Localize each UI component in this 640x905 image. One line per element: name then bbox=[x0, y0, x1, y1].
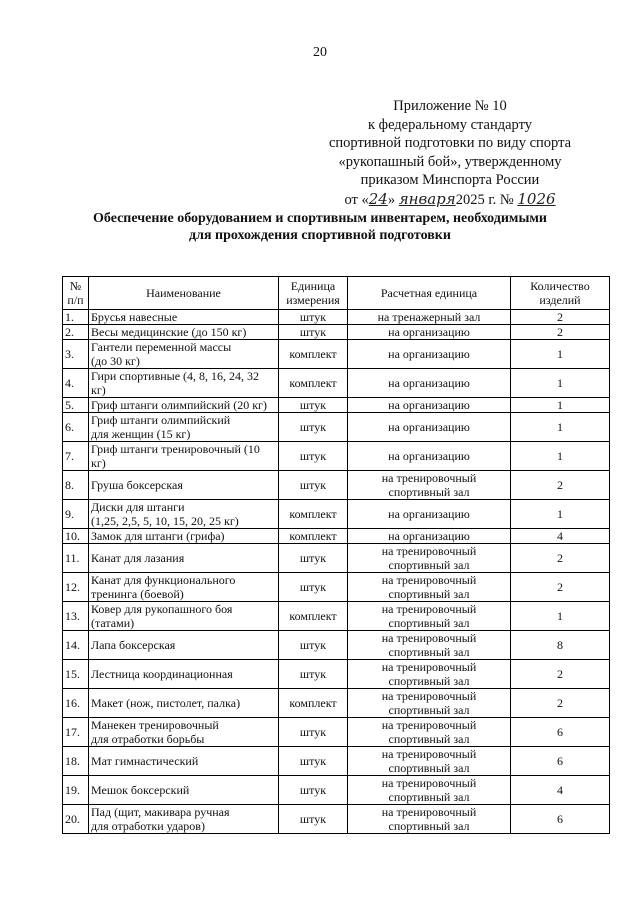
item-name-line: (до 30 кг) bbox=[91, 354, 140, 368]
row-number: 15. bbox=[63, 660, 89, 689]
item-name-line: Гири спортивные (4, 8, 16, 24, 32 кг) bbox=[91, 369, 260, 397]
item-calc-unit bbox=[348, 689, 511, 718]
item-unit: штук bbox=[279, 325, 348, 340]
header-num-line: № bbox=[69, 279, 82, 293]
item-name bbox=[89, 369, 279, 398]
item-unit: штук bbox=[279, 442, 348, 471]
item-name-line: Канат для функционального bbox=[91, 573, 236, 587]
row-number: 6. bbox=[63, 413, 89, 442]
item-calc-line: спортивный зал bbox=[388, 732, 470, 746]
item-calc-unit bbox=[348, 529, 511, 544]
row-number: 8. bbox=[63, 471, 89, 500]
item-unit: штук bbox=[279, 718, 348, 747]
item-calc-unit bbox=[348, 660, 511, 689]
item-name bbox=[89, 602, 279, 631]
appendix-line: приказом Минспорта России bbox=[360, 172, 540, 188]
item-quantity: 2 bbox=[511, 689, 610, 718]
item-name-line: Канат для лазания bbox=[91, 551, 185, 565]
item-calc-line: на тренировочный bbox=[381, 747, 477, 761]
item-name-line: для женщин (15 кг) bbox=[91, 427, 191, 441]
item-quantity: 6 bbox=[511, 747, 610, 776]
item-calc-line: на организацию bbox=[388, 449, 470, 463]
row-number: 16. bbox=[63, 689, 89, 718]
item-unit: штук bbox=[279, 310, 348, 325]
item-name bbox=[89, 747, 279, 776]
item-name-line: Замок для штанги (грифа) bbox=[91, 529, 225, 543]
item-name bbox=[89, 442, 279, 471]
item-name-line: Гантели переменной массы bbox=[91, 340, 232, 354]
row-number: 5. bbox=[63, 398, 89, 413]
item-calc-unit bbox=[348, 544, 511, 573]
item-name bbox=[89, 340, 279, 369]
header-name: Наименование bbox=[89, 277, 279, 310]
item-calc-unit bbox=[348, 573, 511, 602]
item-unit: штук bbox=[279, 471, 348, 500]
table-row bbox=[63, 413, 610, 442]
item-unit: штук bbox=[279, 631, 348, 660]
item-name bbox=[89, 529, 279, 544]
item-quantity: 1 bbox=[511, 442, 610, 471]
item-calc-unit bbox=[348, 398, 511, 413]
item-calc-unit bbox=[348, 442, 511, 471]
item-name-line: Лапа боксерская bbox=[91, 638, 176, 652]
item-calc-line: спортивный зал bbox=[388, 674, 470, 688]
row-number: 1. bbox=[63, 310, 89, 325]
item-unit: штук bbox=[279, 805, 348, 834]
appendix-date-line bbox=[300, 190, 600, 210]
table-row bbox=[63, 573, 610, 602]
header-qty bbox=[511, 277, 610, 310]
item-calc-unit bbox=[348, 718, 511, 747]
row-number: 18. bbox=[63, 747, 89, 776]
item-name-line: Весы медицинские (до 150 кг) bbox=[91, 325, 247, 339]
item-name-line: Мат гимнастический bbox=[91, 754, 199, 768]
date-prefix: от « bbox=[344, 191, 369, 208]
item-name bbox=[89, 544, 279, 573]
item-name bbox=[89, 805, 279, 834]
item-unit: комплект bbox=[279, 369, 348, 398]
item-quantity: 4 bbox=[511, 776, 610, 805]
row-number: 13. bbox=[63, 602, 89, 631]
item-calc-line: на тренировочный bbox=[381, 471, 477, 485]
appendix-line: Приложение № 10 bbox=[393, 98, 507, 114]
item-name bbox=[89, 310, 279, 325]
item-name-line: Гриф штанги тренировочный (10 кг) bbox=[91, 442, 260, 470]
item-quantity: 1 bbox=[511, 369, 610, 398]
item-calc-line: спортивный зал bbox=[388, 558, 470, 572]
item-calc-line: на тренировочный bbox=[381, 631, 477, 645]
row-number: 14. bbox=[63, 631, 89, 660]
item-calc-line: на тренировочный bbox=[381, 689, 477, 703]
appendix-line: спортивной подготовки по виду спорта bbox=[328, 135, 572, 151]
item-unit: комплект bbox=[279, 689, 348, 718]
item-name bbox=[89, 631, 279, 660]
item-quantity: 2 bbox=[511, 544, 610, 573]
item-name bbox=[89, 776, 279, 805]
item-calc-unit bbox=[348, 325, 511, 340]
row-number: 11. bbox=[63, 544, 89, 573]
item-unit: штук bbox=[279, 398, 348, 413]
row-number: 3. bbox=[63, 340, 89, 369]
table-row bbox=[63, 776, 610, 805]
table-row bbox=[63, 325, 610, 340]
item-calc-line: на тренировочный bbox=[381, 573, 477, 587]
header-unit bbox=[279, 277, 348, 310]
item-calc-unit bbox=[348, 500, 511, 529]
item-quantity: 2 bbox=[511, 471, 610, 500]
item-name bbox=[89, 413, 279, 442]
item-name bbox=[89, 471, 279, 500]
item-calc-unit bbox=[348, 602, 511, 631]
header-unit-line: измерения bbox=[286, 293, 340, 307]
item-name-line: для отработки ударов) bbox=[91, 819, 205, 833]
item-calc-unit bbox=[348, 369, 511, 398]
row-number: 20. bbox=[63, 805, 89, 834]
header-qty-line: изделий bbox=[539, 293, 581, 307]
item-calc-line: на организацию bbox=[388, 507, 470, 521]
row-number: 12. bbox=[63, 573, 89, 602]
title-line: для прохождения спортивной подготовки bbox=[189, 228, 451, 243]
item-calc-line: на тренировочный bbox=[381, 718, 477, 732]
item-unit: комплект bbox=[279, 602, 348, 631]
header-calc: Расчетная единица bbox=[348, 277, 511, 310]
row-number: 17. bbox=[63, 718, 89, 747]
item-calc-line: на организацию bbox=[388, 398, 470, 412]
item-name-line: Гриф штанги олимпийский (20 кг) bbox=[91, 398, 267, 412]
date-year: 2025 г. № bbox=[455, 191, 514, 208]
item-calc-line: спортивный зал bbox=[388, 790, 470, 804]
row-number: 19. bbox=[63, 776, 89, 805]
item-name bbox=[89, 325, 279, 340]
item-name-line: Манекен тренировочный bbox=[91, 718, 219, 732]
item-unit: штук bbox=[279, 660, 348, 689]
item-quantity: 1 bbox=[511, 602, 610, 631]
item-calc-line: на тренажерный зал bbox=[377, 310, 481, 324]
header-unit-line: Единица bbox=[290, 279, 336, 293]
item-name-line: Мешок боксерский bbox=[91, 783, 190, 797]
item-calc-line: на организацию bbox=[388, 347, 470, 361]
item-calc-unit bbox=[348, 776, 511, 805]
appendix-block bbox=[300, 97, 600, 209]
item-unit: штук bbox=[279, 573, 348, 602]
table-row bbox=[63, 500, 610, 529]
item-calc-line: спортивный зал bbox=[388, 616, 470, 630]
item-name-line: Лестница координационная bbox=[91, 667, 233, 681]
item-unit: комплект bbox=[279, 340, 348, 369]
item-name-line: Макет (нож, пистолет, палка) bbox=[91, 696, 241, 710]
item-calc-unit bbox=[348, 413, 511, 442]
item-name bbox=[89, 660, 279, 689]
item-name bbox=[89, 689, 279, 718]
item-calc-line: спортивный зал bbox=[388, 645, 470, 659]
item-calc-unit bbox=[348, 310, 511, 325]
item-name-line: Ковер для рукопашного боя (татами) bbox=[91, 602, 233, 630]
item-name-line: Пад (щит, макивара ручная bbox=[91, 805, 230, 819]
date-mid: » bbox=[387, 191, 396, 208]
item-calc-unit bbox=[348, 805, 511, 834]
header-num-line: п/п bbox=[67, 293, 84, 307]
item-quantity: 6 bbox=[511, 718, 610, 747]
item-name bbox=[89, 718, 279, 747]
item-calc-line: на тренировочный bbox=[381, 602, 477, 616]
row-number: 10. bbox=[63, 529, 89, 544]
item-calc-unit bbox=[348, 747, 511, 776]
date-month-handwritten: января bbox=[398, 189, 456, 208]
item-name bbox=[89, 398, 279, 413]
table-row bbox=[63, 340, 610, 369]
item-calc-line: спортивный зал bbox=[388, 703, 470, 717]
item-quantity: 1 bbox=[511, 340, 610, 369]
document-title bbox=[60, 210, 580, 244]
item-calc-line: на тренировочный bbox=[381, 805, 477, 819]
item-quantity: 6 bbox=[511, 805, 610, 834]
item-calc-unit bbox=[348, 340, 511, 369]
item-calc-line: на тренировочный bbox=[381, 544, 477, 558]
equipment-table bbox=[62, 276, 610, 834]
table-row bbox=[63, 398, 610, 413]
item-unit: штук bbox=[279, 544, 348, 573]
table-row bbox=[63, 718, 610, 747]
table-row bbox=[63, 544, 610, 573]
item-name-line: Брусья навесные bbox=[91, 310, 178, 324]
item-calc-line: спортивный зал bbox=[388, 761, 470, 775]
item-calc-line: на организацию bbox=[388, 420, 470, 434]
item-quantity: 1 bbox=[511, 500, 610, 529]
item-calc-line: спортивный зал bbox=[388, 819, 470, 833]
item-calc-unit bbox=[348, 471, 511, 500]
item-calc-unit bbox=[348, 631, 511, 660]
item-unit: штук bbox=[279, 413, 348, 442]
item-name-line: Гриф штанги олимпийский bbox=[91, 413, 231, 427]
item-quantity: 1 bbox=[511, 398, 610, 413]
item-unit: комплект bbox=[279, 529, 348, 544]
item-quantity: 2 bbox=[511, 325, 610, 340]
header-num bbox=[63, 277, 89, 310]
row-number: 4. bbox=[63, 369, 89, 398]
item-calc-line: спортивный зал bbox=[388, 485, 470, 499]
item-quantity: 1 bbox=[511, 413, 610, 442]
table-row bbox=[63, 310, 610, 325]
table-row bbox=[63, 689, 610, 718]
appendix-line: «рукопашный бой», утвержденному bbox=[338, 153, 562, 170]
table-row bbox=[63, 471, 610, 500]
item-calc-line: на организацию bbox=[388, 529, 470, 543]
table-row bbox=[63, 369, 610, 398]
header-qty-line: Количество bbox=[530, 279, 590, 293]
item-name-line: тренинга (боевой) bbox=[91, 587, 184, 601]
table-row bbox=[63, 631, 610, 660]
item-calc-line: спортивный зал bbox=[388, 587, 470, 601]
item-name bbox=[89, 573, 279, 602]
item-name bbox=[89, 500, 279, 529]
row-number: 2. bbox=[63, 325, 89, 340]
item-quantity: 2 bbox=[511, 660, 610, 689]
row-number: 9. bbox=[63, 500, 89, 529]
item-name-line: Диски для штанги bbox=[91, 500, 185, 514]
table-row bbox=[63, 442, 610, 471]
appendix-line: к федеральному стандарту bbox=[368, 116, 532, 133]
table-row bbox=[63, 747, 610, 776]
item-calc-line: на тренировочный bbox=[381, 776, 477, 790]
table-header-row bbox=[63, 277, 610, 310]
item-name-line: Груша боксерская bbox=[91, 478, 183, 492]
item-unit: комплект bbox=[279, 500, 348, 529]
item-quantity: 8 bbox=[511, 631, 610, 660]
item-name-line: для отработки борьбы bbox=[91, 732, 205, 746]
item-calc-line: на организацию bbox=[388, 325, 470, 339]
doc-number-handwritten: 1026 bbox=[517, 189, 556, 208]
item-unit: штук bbox=[279, 747, 348, 776]
item-unit: штук bbox=[279, 776, 348, 805]
date-day-handwritten: 24 bbox=[368, 189, 388, 208]
table-row bbox=[63, 660, 610, 689]
item-name-line: (1,25, 2,5, 5, 10, 15, 20, 25 кг) bbox=[91, 514, 239, 528]
table-row bbox=[63, 805, 610, 834]
table-row bbox=[63, 602, 610, 631]
item-calc-line: на организацию bbox=[388, 376, 470, 390]
page-number: 20 bbox=[313, 45, 327, 60]
item-quantity: 2 bbox=[511, 310, 610, 325]
item-quantity: 4 bbox=[511, 529, 610, 544]
row-number: 7. bbox=[63, 442, 89, 471]
item-calc-line: на тренировочный bbox=[381, 660, 477, 674]
title-line: Обеспечение оборудованием и спортивным инвентарем, необходимыми bbox=[93, 211, 547, 226]
table-row bbox=[63, 529, 610, 544]
item-quantity: 2 bbox=[511, 573, 610, 602]
